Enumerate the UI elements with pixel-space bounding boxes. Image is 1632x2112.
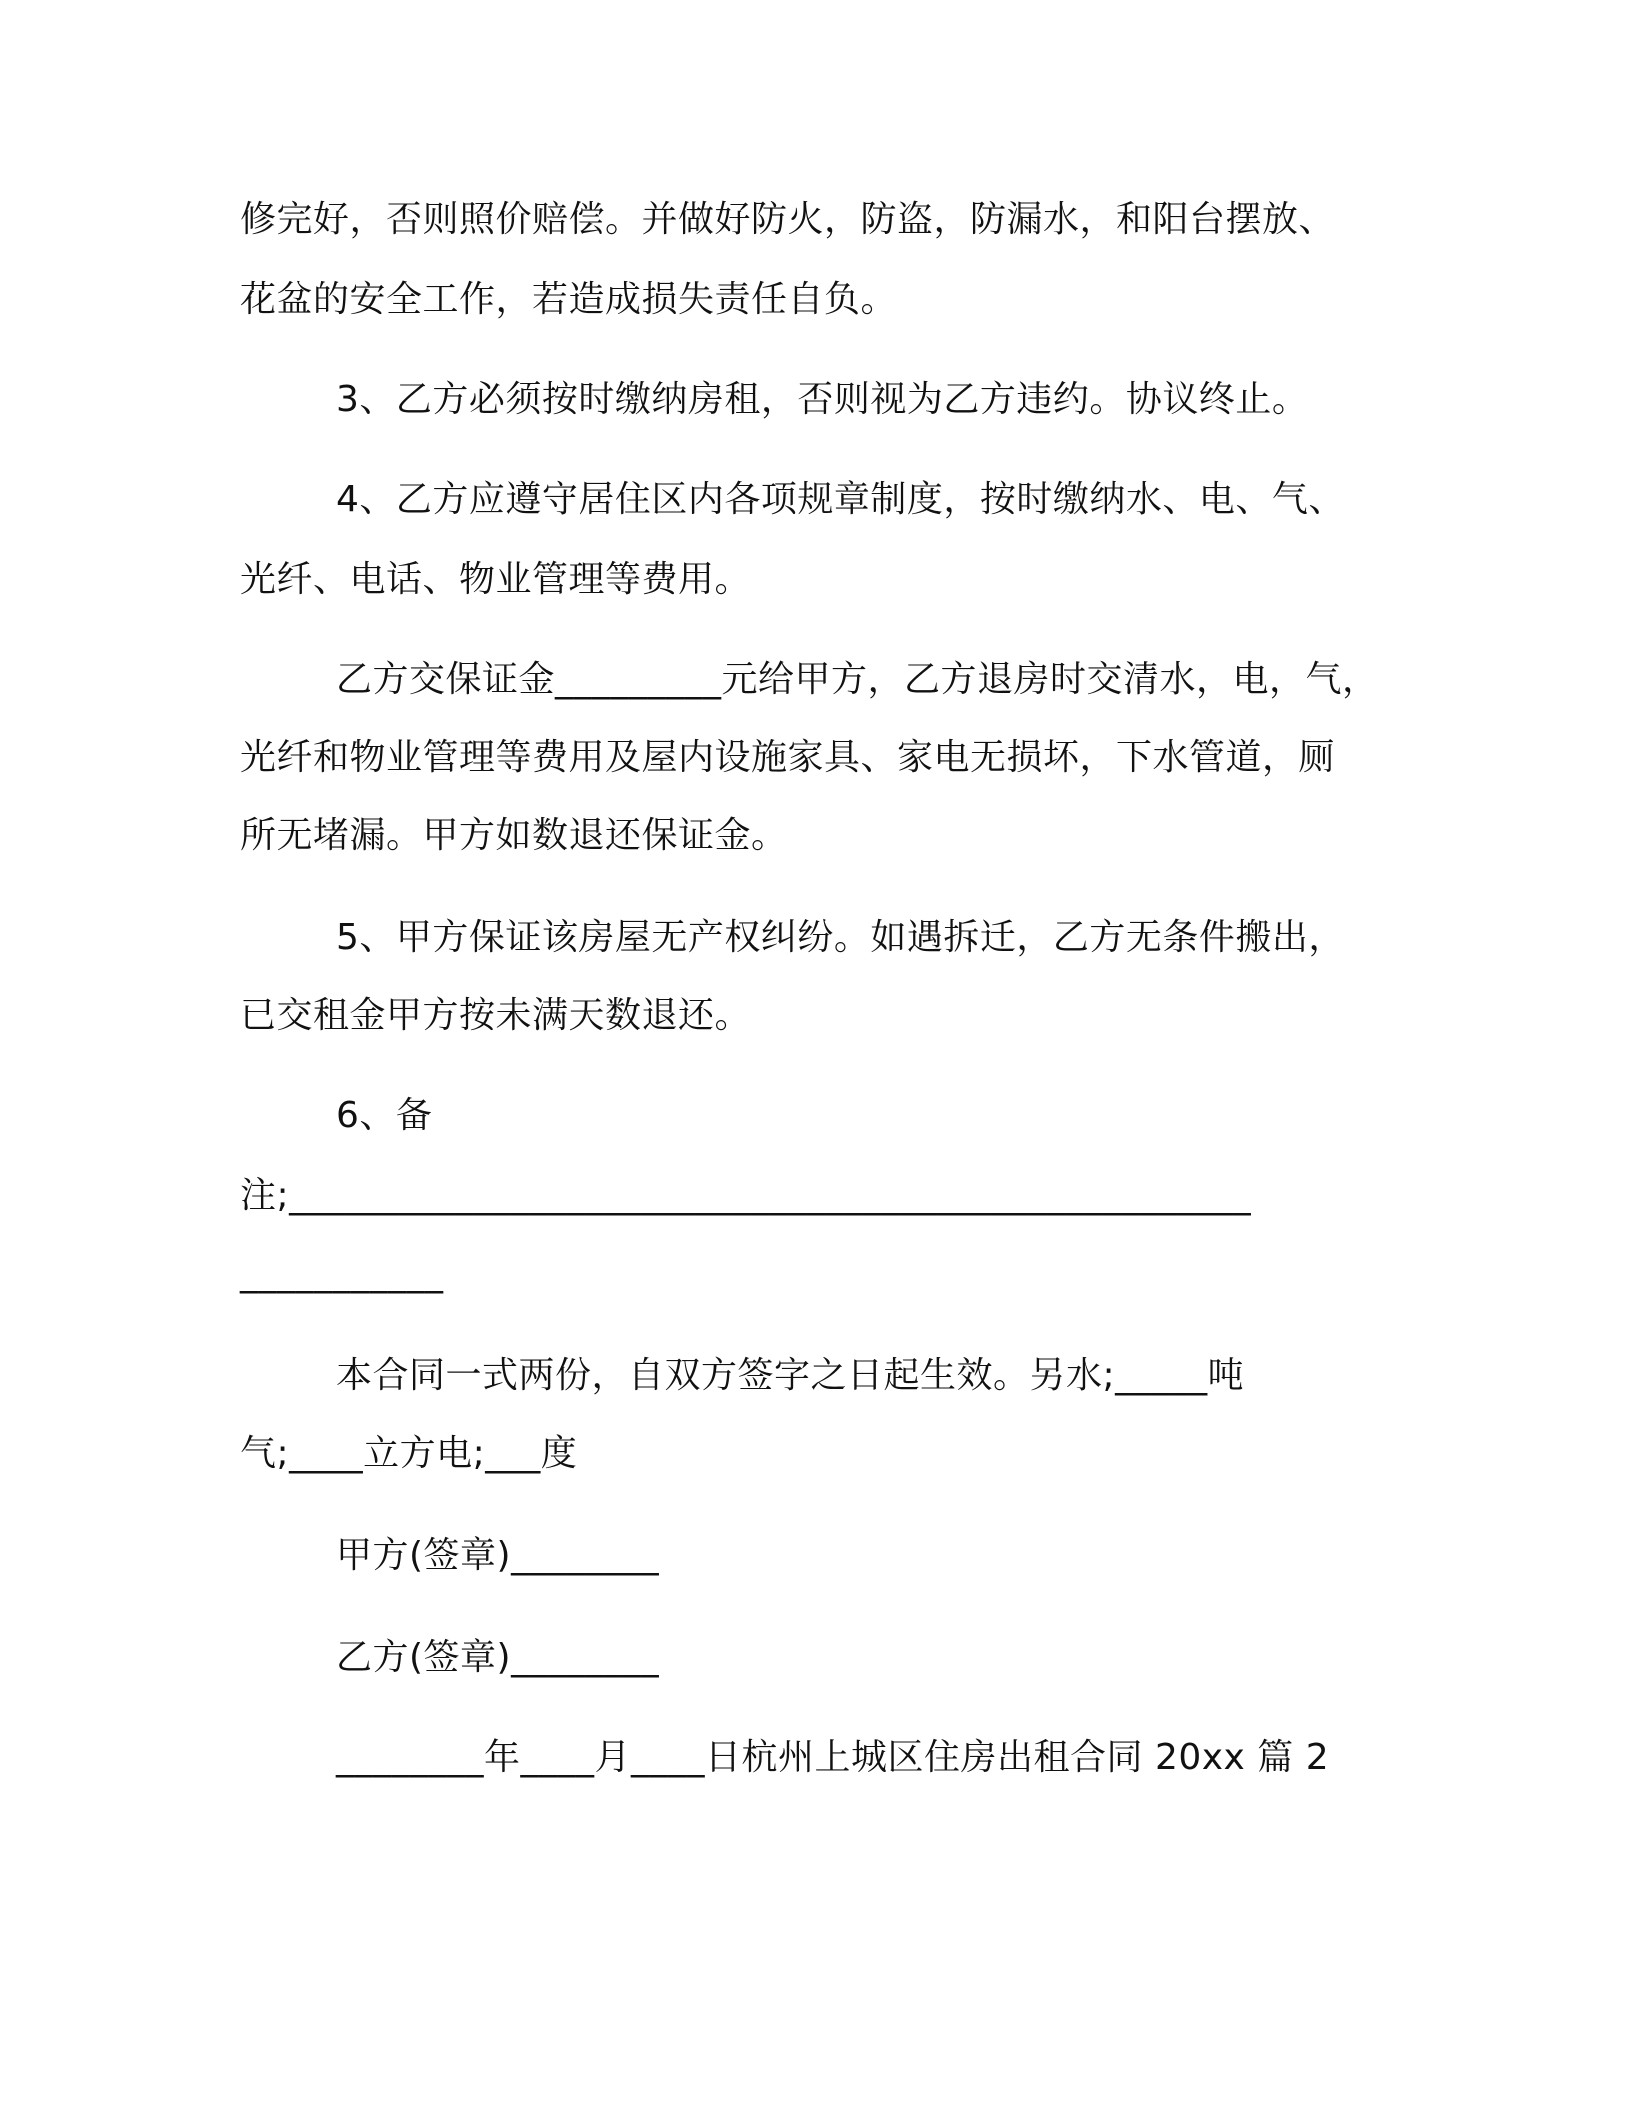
party-a-signature: 甲方(签章)________ <box>336 1535 660 1576</box>
effective-paragraph: 本合同一式两份，自双方签字之日起生效。另水;_____吨 <box>336 1355 1245 1396</box>
text-line: 已交租金甲方按未满天数退还。 <box>240 995 752 1036</box>
text-line: 所无堵漏。甲方如数退还保证金。 <box>240 815 788 856</box>
clause-5: 5、甲方保证该房屋无产权纠纷。如遇拆迁，乙方无条件搬出， <box>336 917 1345 958</box>
clause-4: 4、乙方应遵守居住区内各项规章制度，按时缴纳水、电、气、 <box>336 479 1345 520</box>
remarks-line: 注;____________________________________________________ <box>240 1175 1252 1216</box>
date-and-next-title: ________年____月____日杭州上城区住房出租合同 20xx 篇 2 <box>336 1737 1330 1778</box>
clause-6: 6、备 <box>336 1095 433 1136</box>
deposit-paragraph: 乙方交保证金_________元给甲方，乙方退房时交清水，电，气， <box>336 659 1379 700</box>
text-line: 花盆的安全工作，若造成损失责任自负。 <box>240 279 898 320</box>
remarks-line-continued: ___________ <box>240 1253 444 1294</box>
party-b-signature: 乙方(签章)________ <box>336 1637 660 1678</box>
utility-readings: 气;____立方电;___度 <box>240 1433 578 1474</box>
text-line: 光纤和物业管理等费用及屋内设施家具、家电无损坏，下水管道，厕 <box>240 737 1336 778</box>
text-line: 光纤、电话、物业管理等费用。 <box>240 559 752 600</box>
text-line: 修完好，否则照价赔偿。并做好防火，防盗，防漏水，和阳台摆放、 <box>240 199 1336 240</box>
clause-3: 3、乙方必须按时缴纳房租，否则视为乙方违约。协议终止。 <box>336 379 1309 420</box>
